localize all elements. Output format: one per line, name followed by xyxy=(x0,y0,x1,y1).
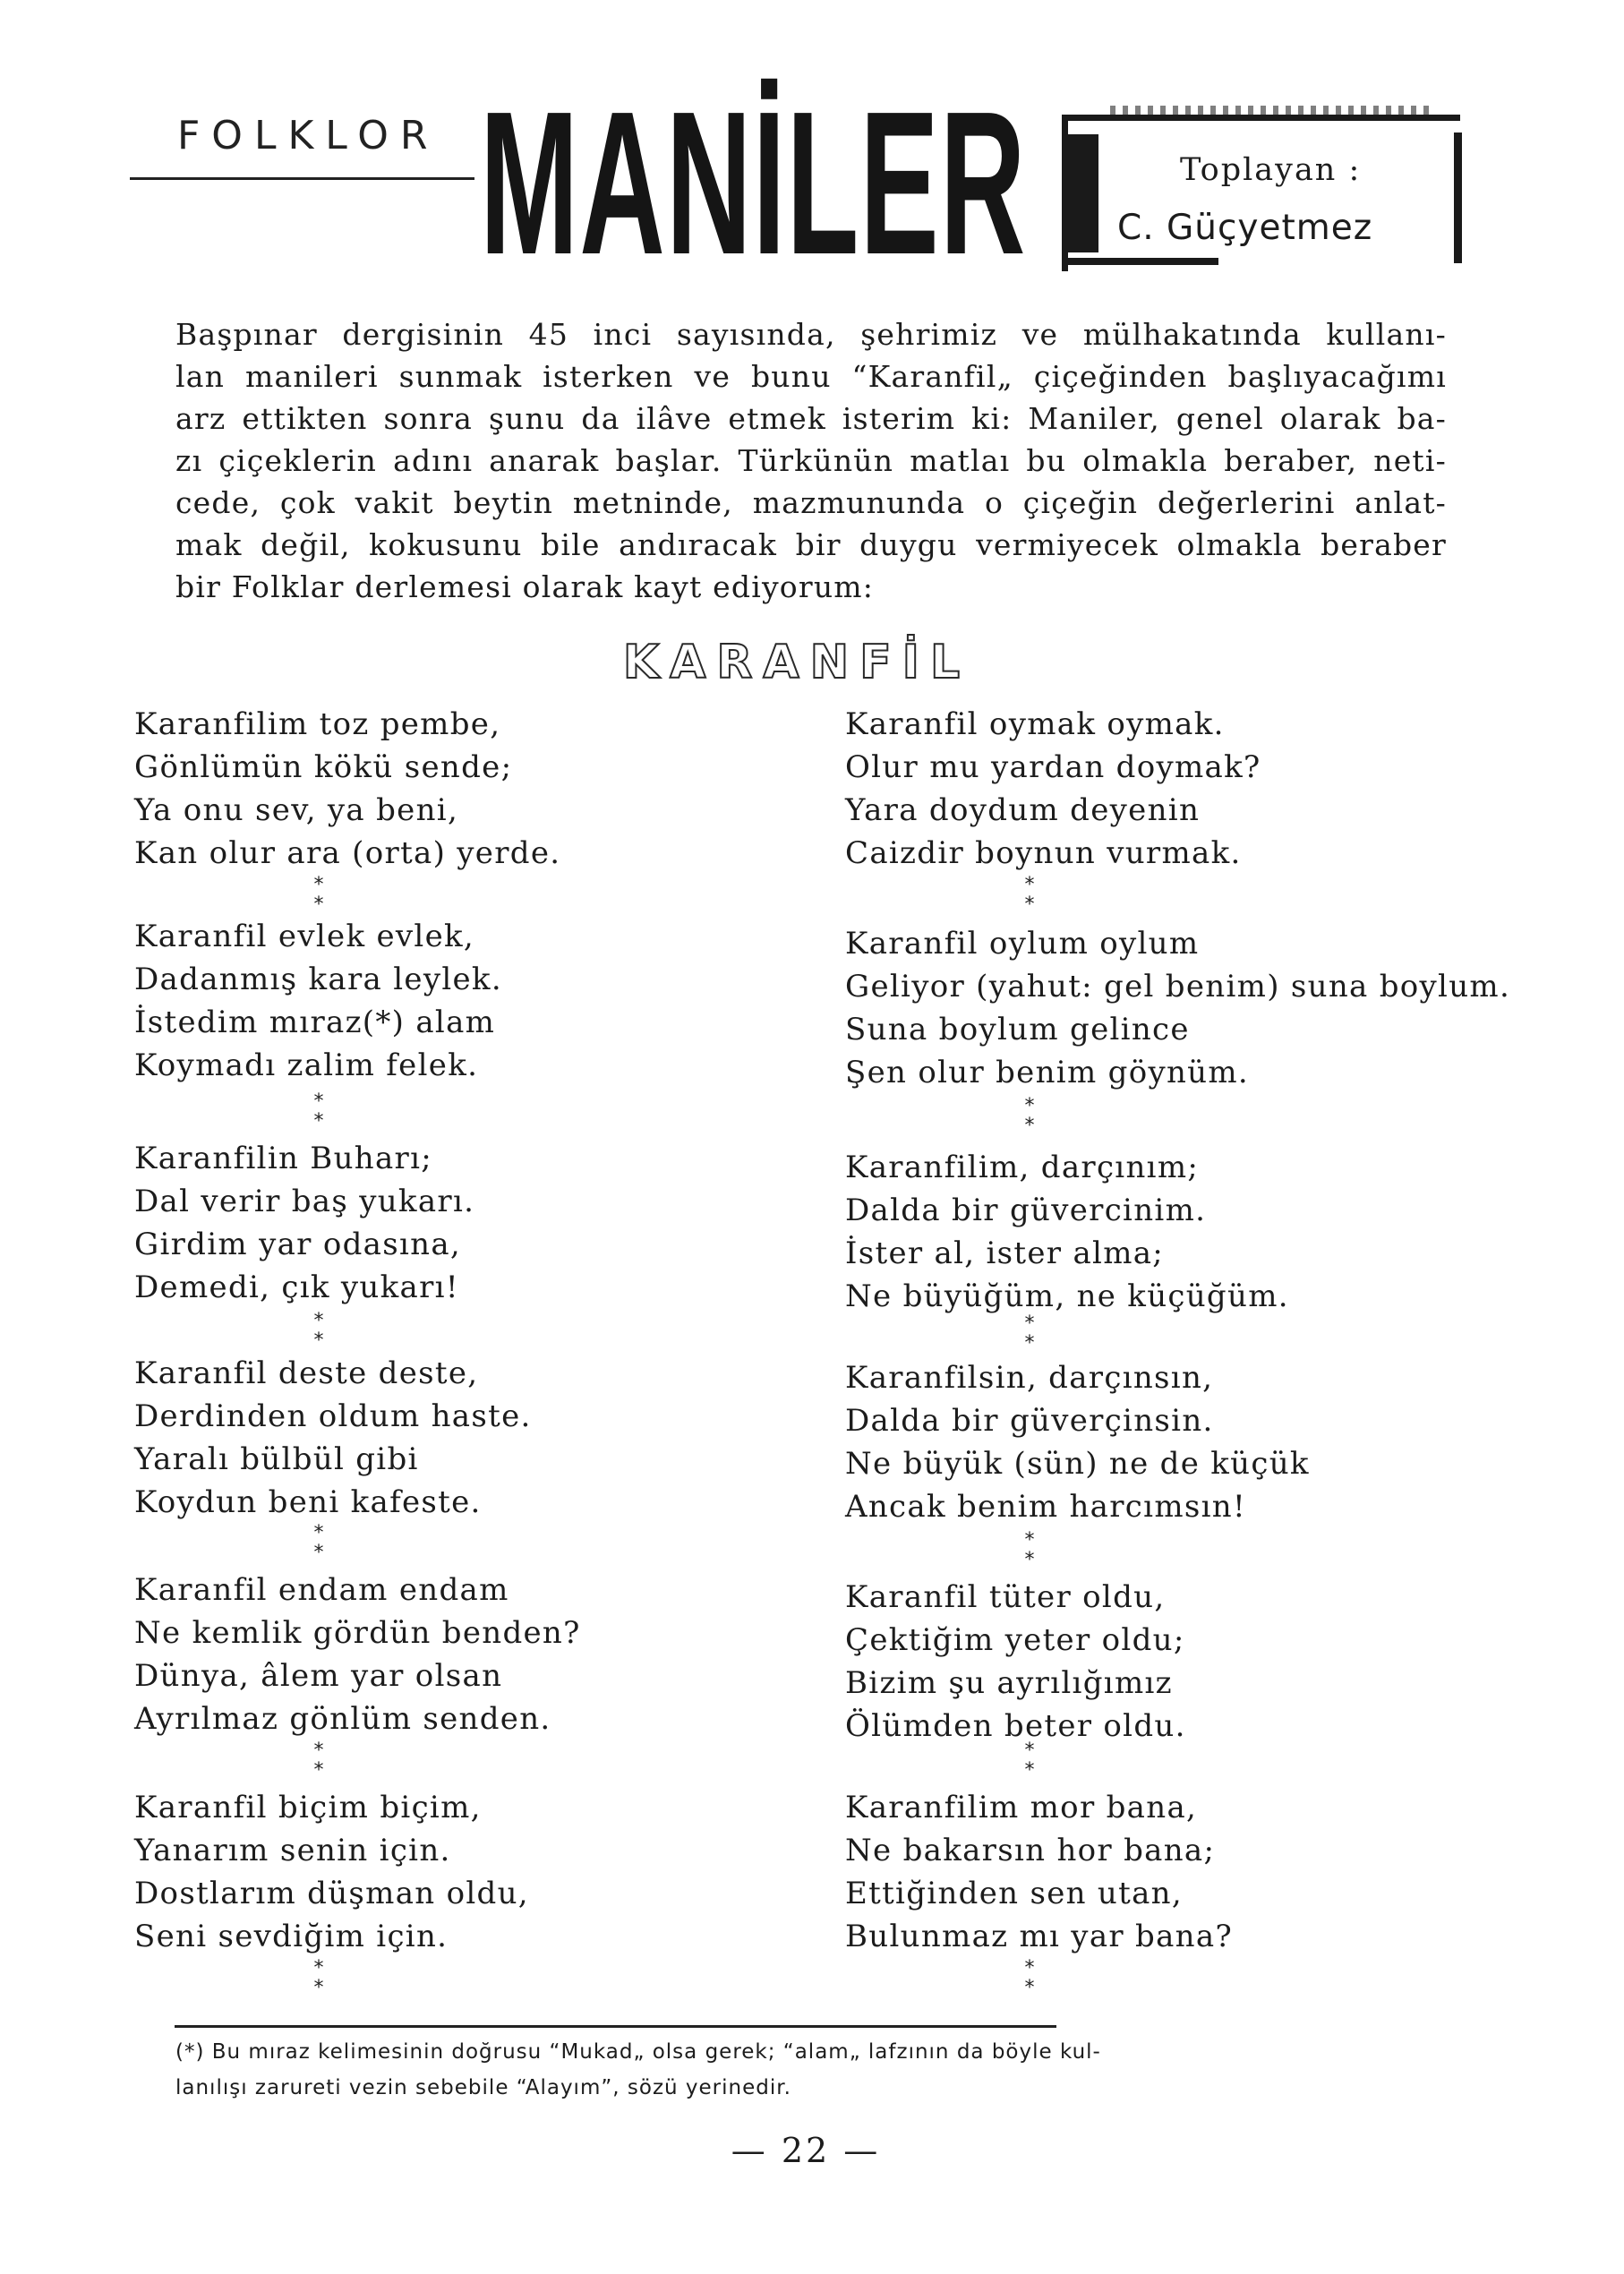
page-title: MANİLER xyxy=(480,70,1027,297)
verse-line: Derdinden oldum haste. xyxy=(134,1398,532,1434)
stanza xyxy=(134,703,560,875)
verse-line: Karanfil deste deste, xyxy=(134,1355,479,1391)
verse-line: Bulunmaz mı yar bana? xyxy=(845,1919,1233,1954)
verse-line: Karanfilin Buharı; xyxy=(134,1141,433,1176)
verse-line: Koymadı zalim felek. xyxy=(134,1047,479,1083)
asterisk-separator: * * xyxy=(313,1090,331,1133)
verse-line: Kan olur ara (orta) yerde. xyxy=(134,835,561,871)
verse-line: Koydun beni kafeste. xyxy=(134,1484,482,1520)
verse-line: Geliyor (yahut: gel benim) suna boylum. xyxy=(845,969,1511,1004)
intro-line: cede, çok vakit beytin metninde, mazmununda o çiçeğin değerlerini anlat- xyxy=(175,485,1447,520)
verse-line: Dal verir baş yukarı. xyxy=(134,1184,475,1219)
verse-line: Karanfilim mor bana, xyxy=(845,1790,1198,1825)
footnote-rule xyxy=(175,2025,1056,2028)
asterisk-separator: * * xyxy=(1024,1740,1042,1782)
verse-line: Karanfil oylum oylum xyxy=(845,926,1200,962)
verse-line: Ancak benim harcımsın! xyxy=(845,1489,1246,1525)
asterisk-separator: * * xyxy=(1024,1529,1042,1571)
verse-line: Suna boylum gelince xyxy=(845,1012,1190,1047)
verse-line: Girdim yar odasına, xyxy=(134,1227,462,1262)
intro-line: lan manileri sunmak isterken ve bunu “Karanfil„ çiçeğinden başlıyacağımı xyxy=(175,359,1447,394)
verse-line: Ne bakarsın hor bana; xyxy=(845,1833,1216,1868)
verse-line: Karanfil oymak oymak. xyxy=(845,706,1225,742)
verse-line: Dalda bir güvercinim. xyxy=(845,1193,1207,1228)
footnote-line: lanılışı zarureti vezin sebebile “Alayım”, sözü yerinedir. xyxy=(175,2076,791,2099)
page-number: — 22 — xyxy=(731,2131,881,2170)
stanza xyxy=(845,1146,1289,1318)
intro-line: Başpınar dergisinin 45 inci sayısında, şehrimiz ve mülhakatında kullanı- xyxy=(175,317,1447,352)
verse-line: Dadanmış kara leylek. xyxy=(134,962,502,997)
asterisk-separator: * * xyxy=(1024,1957,1042,1999)
asterisk-separator: * * xyxy=(313,1740,331,1782)
asterisk-separator: * * xyxy=(313,1310,331,1352)
header-rule xyxy=(130,177,474,180)
verse-line: Karanfilsin, darçınsın, xyxy=(845,1360,1214,1396)
verse-line: Bizim şu ayrılığımız xyxy=(845,1665,1173,1701)
verse-line: Karanfil tüter oldu, xyxy=(845,1579,1166,1615)
stanza xyxy=(134,915,502,1087)
verse-line: Ne kemlik gördün benden? xyxy=(134,1615,581,1651)
verse-line: Yara doydum deyenin xyxy=(845,792,1201,828)
verse-line: Ayrılmaz gönlüm senden. xyxy=(134,1701,551,1737)
verse-line: Demedi, çık yukarı! xyxy=(134,1270,459,1305)
verse-line: Ölümden beter oldu. xyxy=(845,1708,1186,1744)
stanza xyxy=(845,1786,1233,1958)
verse-line: Karanfil biçim biçim, xyxy=(134,1790,482,1825)
intro-paragraph xyxy=(175,313,1447,608)
verse-line: İstedim mıraz(*) alam xyxy=(134,1004,496,1040)
stanza xyxy=(845,1356,1310,1528)
collector-box-right-border xyxy=(1454,133,1462,263)
footnote-line: (*) Bu mıraz kelimesinin doğrusu “Mukad„ olsa gerek; “alam„ lafzının da böyle kul- xyxy=(175,2040,1101,2064)
box-top-ornament xyxy=(1110,106,1432,115)
verse-line: Ettiğinden sen utan, xyxy=(845,1876,1183,1911)
stanza xyxy=(134,1352,532,1524)
verse-line: Dünya, âlem yar olsan xyxy=(134,1658,503,1694)
section-label: FOLKLOR xyxy=(177,113,440,158)
verse-line: Karanfil evlek evlek, xyxy=(134,919,474,954)
asterisk-separator: * * xyxy=(1024,1312,1042,1355)
asterisk-separator: * * xyxy=(313,874,331,916)
verse-line: Ne büyüğüm, ne küçüğüm. xyxy=(845,1278,1289,1314)
verse-line: Karanfil endam endam xyxy=(134,1572,509,1608)
verse-line: Yanarım senin için. xyxy=(134,1833,451,1868)
asterisk-separator: * * xyxy=(313,1522,331,1564)
verse-line: Karanfilim toz pembe, xyxy=(134,706,501,742)
stanza xyxy=(845,1576,1186,1748)
asterisk-separator: * * xyxy=(313,1957,331,1999)
footnote xyxy=(175,2034,1456,2106)
verse-line: Gönlümün kökü sende; xyxy=(134,749,513,785)
collector-box-bottom-border xyxy=(1062,258,1218,265)
section-title: KARANFİL xyxy=(622,636,971,689)
verse-line: Caizdir boynun vurmak. xyxy=(845,835,1242,871)
stanza xyxy=(134,1137,474,1309)
verse-line: Seni sevdiğim için. xyxy=(134,1919,449,1954)
verse-line: İster al, ister alma; xyxy=(845,1235,1165,1271)
verse-line: Karanfilim, darçınım; xyxy=(845,1150,1200,1185)
intro-line: mak değil, kokusunu bile andıracak bir duygu vermiyecek olmakla beraber xyxy=(175,527,1447,562)
intro-line: arz ettikten sonra şunu da ilâve etmek isterim ki: Maniler, genel olarak ba- xyxy=(175,401,1447,436)
verse-line: Yaralı bülbül gibi xyxy=(134,1441,419,1477)
stanza xyxy=(134,1786,529,1958)
stanza xyxy=(134,1569,581,1740)
verse-line: Ne büyük (sün) ne de küçük xyxy=(845,1446,1310,1482)
verse-line: Şen olur benim göynüm. xyxy=(845,1055,1250,1090)
verse-line: Çektiğim yeter oldu; xyxy=(845,1622,1185,1658)
intro-line: bir Folklar derlemesi olarak kayt ediyorum: xyxy=(175,569,875,604)
collector-label: Toplayan : xyxy=(1180,152,1362,188)
collector-box-left-bar xyxy=(1068,134,1098,252)
stanza xyxy=(845,703,1261,875)
asterisk-separator: * * xyxy=(1024,1095,1042,1137)
verse-line: Ya onu sev, ya beni, xyxy=(134,792,459,828)
stanza xyxy=(845,922,1510,1094)
verse-line: Dostlarım düşman oldu, xyxy=(134,1876,529,1911)
verse-line: Dalda bir güverçinsin. xyxy=(845,1403,1214,1439)
asterisk-separator: * * xyxy=(1024,874,1042,916)
intro-line: zı çiçeklerin adını anarak başlar. Türkünün matlaı bu olmakla beraber, neti- xyxy=(175,443,1447,478)
verse-line: Olur mu yardan doymak? xyxy=(845,749,1261,785)
collector-name: C. Güçyetmez xyxy=(1117,208,1373,248)
